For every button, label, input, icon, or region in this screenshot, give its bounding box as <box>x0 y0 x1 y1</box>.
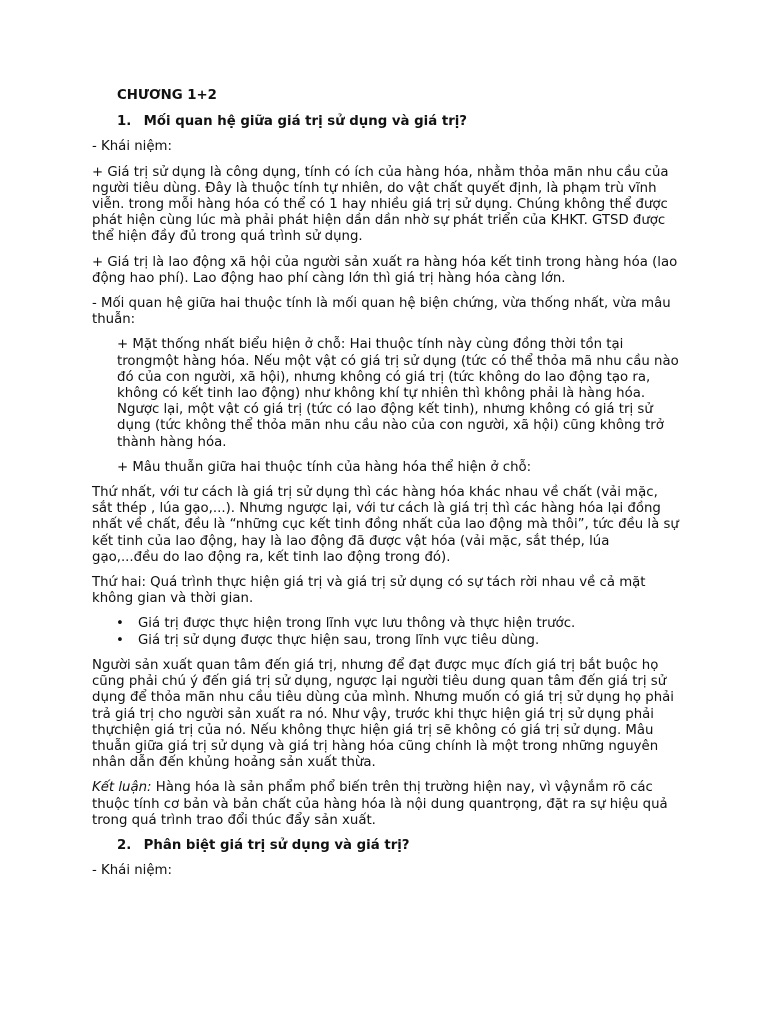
list-item <box>92 633 680 649</box>
concept-label: - Khái niệm: <box>92 863 172 879</box>
first-point-paragraph: Thứ nhất, với tư cách là giá trị sử dụng thì các hàng hóa khác nhau về chất (vải mặc, sắt thép , lúa gạo,...). Nhưng ngược lại, với tư cách là giá trị thì các hàng hóa lại đồng nhất về chất, đều là “những cục kết tinh đồng nhất của lao động mà thôi”, tức đều là sự kết tinh của lao động, hay là lao động đã được vật hóa (vải mặc, sắt thép, lúa gạo,...đều do lao động ra, kết tinh lao động trong đó). <box>92 485 679 565</box>
bullet-icon: • <box>116 632 124 648</box>
section-2-title: Phân biệt giá trị sử dụng và giá trị? <box>143 837 410 853</box>
use-value-definition: + Giá trị sử dụng là công dụng, tính có ích của hàng hóa, nhằm thỏa mãn nhu cầu của người tiêu dùng. Đây là thuộc tính tự nhiên, do vật chất quyết định, là phạm trù vĩnh viễn. trong mỗi hàng hóa có thể có 1 hay nhiều giá trị sử dụng. Chúng không thể được phát hiện cùng lúc mà phải phát hiện dần dần nhờ sự phát triển của KHKT. GTSD được thể hiện đầy đủ trong quá trình sử dụng. <box>92 164 669 245</box>
producer-paragraph: Người sản xuất quan tâm đến giá trị, nhưng để đạt được mục đích giá trị bắt buộc họ cũng phải chú ý đến giá trị sử dụng, ngược lại người tiêu dung quan tâm đến giá trị sử dụng để thỏa mãn nhu cầu tiêu dùng của mình. Nhưng muốn có giá trị sử dụng họ phải trả giá trị cho người sản xuất ra nó. Như vậy, trước khi thực hiện giá trị sử dụng phải thựchiện giá trị của nó. Nếu không thực hiện giá trị sẽ không có giá trị sử dụng. Mâu thuẫn giữa giá trị sử dụng và giá trị hàng hóa cũng chính là một trong những nguyên nhân dẫn đến khủng hoảng sản xuất thừa. <box>92 657 675 771</box>
conclusion-label: Kết luận: <box>92 780 152 796</box>
bullet-icon: • <box>116 616 124 632</box>
section-2-number: 2. <box>117 837 132 853</box>
unity-paragraph: + Mặt thống nhất biểu hiện ở chỗ: Hai thuộc tính này cùng đồng thời tồn tại trongmột hàng hóa. Nếu một vật có giá trị sử dụng (tức có thể thỏa mã nhu cầu nào đó của con người, xã hội), nhưng không có giá trị (tức không do lao động tạo ra, không có kết tinh lao động) như không khí tự nhiên thì không phải là hàng hóa. Ngược lại, một vật có giá trị (tức có lao động kết tinh), nhưng không có giá trị sử dụng (tức không thể thỏa mãn nhu cầu nào của con người, xã hội) cũng không trở thành hàng hóa. <box>117 337 679 450</box>
value-definition: + Giá trị là lao động xã hội của người sản xuất ra hàng hóa kết tinh trong hàng hóa (lao động hao phí). Lao động hao phí càng lớn thì giá trị hàng hóa càng lớn. <box>92 254 678 286</box>
second-point-paragraph: Thứ hai: Quá trình thực hiện giá trị và giá trị sử dụng có sự tách rời nhau về cả mặt không gian và thời gian. <box>92 575 646 607</box>
section-2-heading <box>117 838 680 854</box>
section-1-number: 1. <box>117 114 132 130</box>
contradiction-paragraph: + Mâu thuẫn giữa hai thuộc tính của hàng hóa thể hiện ở chỗ: <box>117 459 532 475</box>
conclusion-text: Hàng hóa là sản phẩm phổ biến trên thị trường hiện nay, vì vậynắm rõ các thuộc tính cơ bản và bản chất của hàng hóa là nội dung quantrọng, đặt ra sự hiệu quả trong quá trình trao đổi thúc đẩy sản xuất. <box>92 780 668 828</box>
section-1-heading <box>117 114 680 130</box>
chapter-title: CHƯƠNG 1+2 <box>117 88 217 103</box>
concept-label: - Khái niệm: <box>92 139 172 155</box>
list-item-text: Giá trị sử dụng được thực hiện sau, trong lĩnh vực tiêu dùng. <box>138 632 540 648</box>
conclusion-paragraph <box>92 780 680 829</box>
list-item-text: Giá trị được thực hiện trong lĩnh vực lưu thông và thực hiện trước. <box>138 616 576 632</box>
relation-intro: - Mối quan hệ giữa hai thuộc tính là mối quan hệ biện chứng, vừa thống nhất, vừa mâu thuẫn: <box>92 296 671 328</box>
list-item <box>92 616 680 632</box>
bullet-list <box>92 616 680 648</box>
section-1-title: Mối quan hệ giữa giá trị sử dụng và giá trị? <box>143 114 468 130</box>
